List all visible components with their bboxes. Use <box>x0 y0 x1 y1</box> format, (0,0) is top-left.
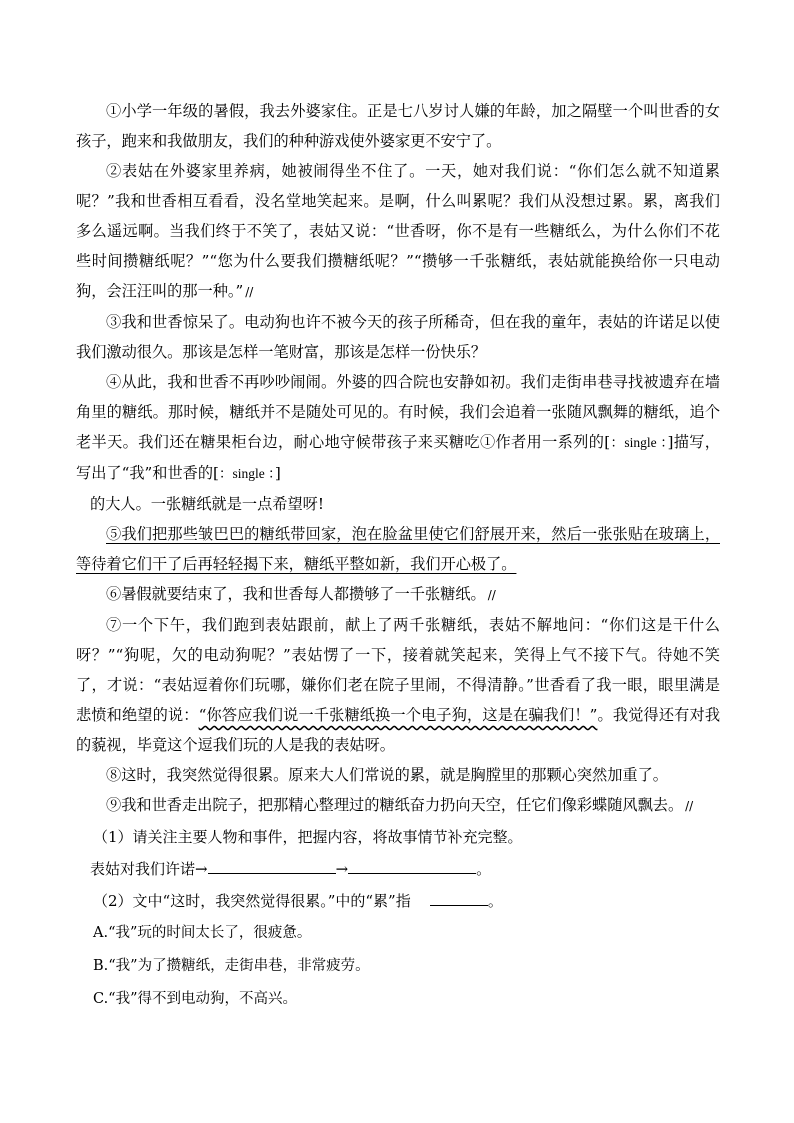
question-1 <box>76 821 720 853</box>
option-b-text: B.“我”为了攒糖纸，走街串巷，非常疲劳。 <box>93 958 370 974</box>
paragraph-5 <box>76 519 720 579</box>
reading-passage <box>76 96 720 1016</box>
question-1-text: （1）请关注主要人物和事件，把握内容，将故事情节补充完整。 <box>93 828 523 846</box>
paragraph-3-text: ③我和世香惊呆了。电动狗也许不被今天的孩子所稀奇，但在我的童年，表姑的许诺足以使我们激动很久。那该是怎样一笔财富，那该是怎样一份快乐？ <box>76 313 720 361</box>
option-c-text: C.“我”得不到电动狗，不高兴。 <box>93 991 298 1007</box>
answer-prefix: 表姑对我们许诺 <box>90 860 196 878</box>
question-2-end: 。 <box>487 892 503 910</box>
section-break-mark: // <box>245 285 254 299</box>
arrow-icon: → <box>195 860 208 878</box>
paragraph-4 <box>76 367 720 489</box>
paragraph-3 <box>76 307 720 367</box>
paragraph-2 <box>76 156 720 307</box>
paragraph-8-text: ⑧这时，我突然觉得很累。原来大人们常说的累，就是胸膛里的那颗心突然加重了。 <box>106 766 668 784</box>
section-break-mark: // <box>685 799 694 813</box>
paragraph-4-text: ④从此，我和世香不再吵吵闹闹。外婆的四合院也安静如初。我们走街串巷寻找被遗弃在墙角里的糖纸。那时候，糖纸并不是随处可见的。有时候，我们会追着一张随风飘舞的糖纸，追个老半天。我们还在糖果柜台边，耐心地守候带孩子来买糖吃①作者用一系列的[ <box>76 373 720 451</box>
underlined-sentence: ⑤我们把那些皱巴巴的糖纸带回家，泡在脸盆里使它们舒展开来，然后一张张贴在玻璃上，等待着它们干了后再轻轻揭下来，糖纸平整如新，我们开心极了。 <box>76 525 720 573</box>
wavy-underlined-quote: “你答应我们说一千张糖纸换一个电子狗，这是在骗我们！” <box>198 706 598 724</box>
question-1-answer-row <box>76 853 720 885</box>
question-2 <box>76 885 720 917</box>
paragraph-4-mid: ]描写，写出了“我”和世香的[ <box>76 433 720 482</box>
paragraph-6 <box>76 579 720 610</box>
paragraph-2-text: ②表姑在外婆家里养病，她被闹得坐不住了。一天，她对我们说：“你们怎么就不知道累呢？”我和世香相互看看，没名堂地笑起来。是啊，什么叫累呢？我们从没想过累。累，离我们多么遥远啊。当我们终于不笑了，表姑又说：“世香呀，你不是有一些糖纸么，为什么你们不花些时间攒糖纸呢？”“您为什么要我们攒糖纸呢？”“攒够一千张糖纸，表姑就能换给你一只电动狗，会汪汪叫的那一种。” <box>76 162 720 300</box>
paragraph-7-text: ⑦一个下午，我们跑到表姑跟前，献上了两千张糖纸，表姑不解地问：“你们这是干什么呀？”“狗呢，欠的电动狗呢？”表姑愣了一下，接着就笑起来，笑得上气不接下气。待她不笑了，才说：“表姑逗着你们玩哪，嫌你们老在院子里闹，不得清静。”世香看了我一眼，眼里满是悲愤和绝望的说： <box>76 616 720 724</box>
paragraph-4-continued-text: 的大人。一张糖纸就是一点希望呀! <box>90 495 324 513</box>
option-c[interactable] <box>76 983 720 1016</box>
section-break-mark: // <box>487 588 496 602</box>
paragraph-9 <box>76 790 720 821</box>
paragraph-6-text: ⑥暑假就要结束了，我和世香每人都攒够了一千张糖纸。 <box>106 585 486 603</box>
paragraph-1 <box>76 96 720 156</box>
paragraph-9-text: ⑨我和世香走出院子，把那精心整理过的糖纸奋力扔向天空，任它们像彩蝶随风飘去。 <box>106 796 684 814</box>
option-b[interactable] <box>76 950 720 983</box>
paragraph-7 <box>76 610 720 760</box>
option-a-text: A.“我”玩的时间太长了，很疲惫。 <box>93 925 312 941</box>
answer-end-mark: 。 <box>476 860 492 878</box>
option-a[interactable] <box>76 917 720 950</box>
paragraph-8 <box>76 760 720 790</box>
paragraph-1-text: ①小学一年级的暑假，我去外婆家住。正是七八岁讨人嫌的年龄，加之隔壁一个叫世香的女孩子，跑来和我做朋友，我们的种种游戏使外婆家更不安宁了。 <box>76 102 720 150</box>
annotation-note: ：single ： <box>610 435 668 450</box>
paragraph-7-text-end: 。我觉得还有对我的藐视，毕竟这个逗我们玩的人是我的表姑呀。 <box>76 706 721 754</box>
paragraph-4-continued <box>76 489 720 519</box>
answer-blank-3[interactable] <box>430 887 488 906</box>
paragraph-4-end: ] <box>274 464 281 482</box>
answer-blank-2[interactable] <box>348 855 476 874</box>
question-2-text: （2）文中“这时，我突然觉得很累。”中的“累”指 <box>93 892 411 910</box>
arrow-icon: → <box>335 860 349 878</box>
annotation-note: ：single ： <box>218 466 275 481</box>
answer-blank-1[interactable] <box>208 855 336 874</box>
